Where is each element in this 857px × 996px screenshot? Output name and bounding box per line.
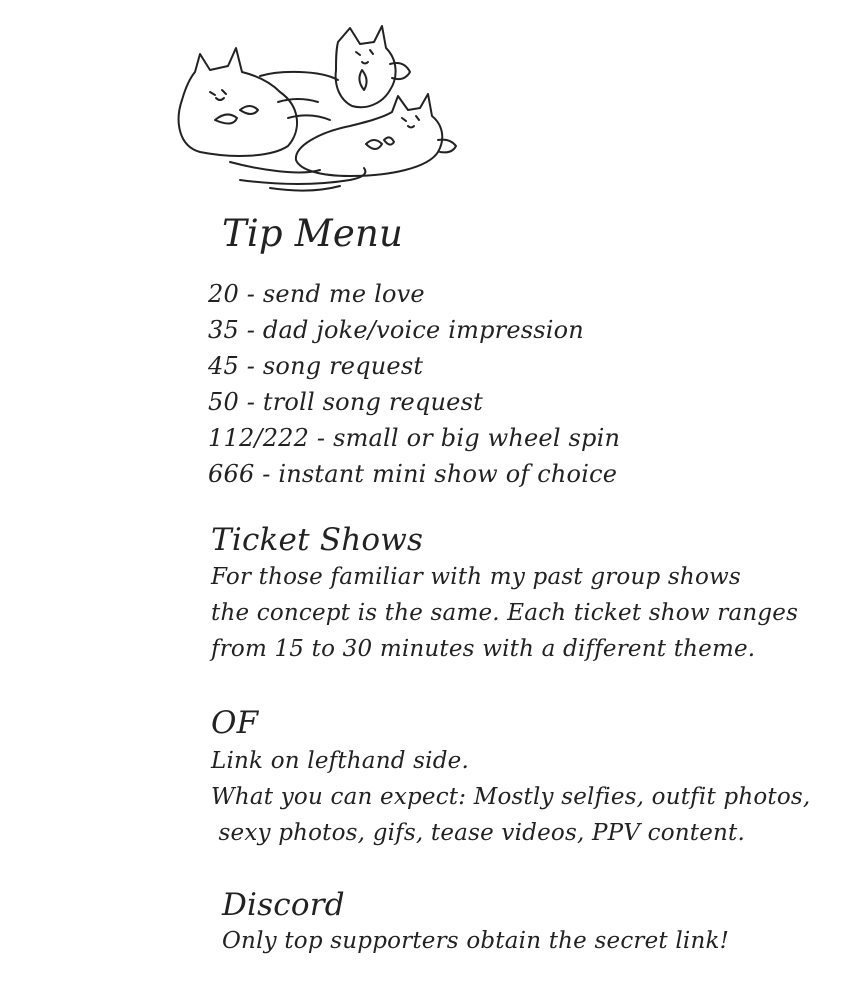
ticket-shows-line-2: the concept is the same. Each ticket show ranges [211,600,799,626]
discord-line-secret-link: Only top supporters obtain the secret link! [222,928,730,954]
ticket-shows-line-3: from 15 to 30 minutes with a different theme. [211,636,756,662]
tip-menu-item-troll-song: 50 - troll song request [208,388,483,416]
top-cat-icon [336,26,396,107]
cats-pile-illustration [170,20,470,200]
of-heading: OF [211,705,259,741]
tip-menu-item-love: 20 - send me love [208,280,425,308]
ticket-shows-heading: Ticket Shows [211,522,424,558]
discord-heading: Discord [222,887,345,923]
of-line-expect: What you can expect: Mostly selfies, outfit photos, [211,784,811,810]
of-line-link: Link on lefthand side. [211,748,469,774]
tip-menu-item-song-request: 45 - song request [208,352,424,380]
tip-menu-item-mini-show: 666 - instant mini show of choice [208,460,618,488]
of-line-content: sexy photos, gifs, tease videos, PPV content. [211,820,745,846]
ticket-shows-line-1: For those familiar with my past group shows [211,564,741,590]
tip-menu-item-wheel-spin: 112/222 - small or big wheel spin [208,424,621,452]
tip-menu-item-dad-joke: 35 - dad joke/voice impression [208,316,584,344]
tip-menu-title: Tip Menu [222,212,403,255]
